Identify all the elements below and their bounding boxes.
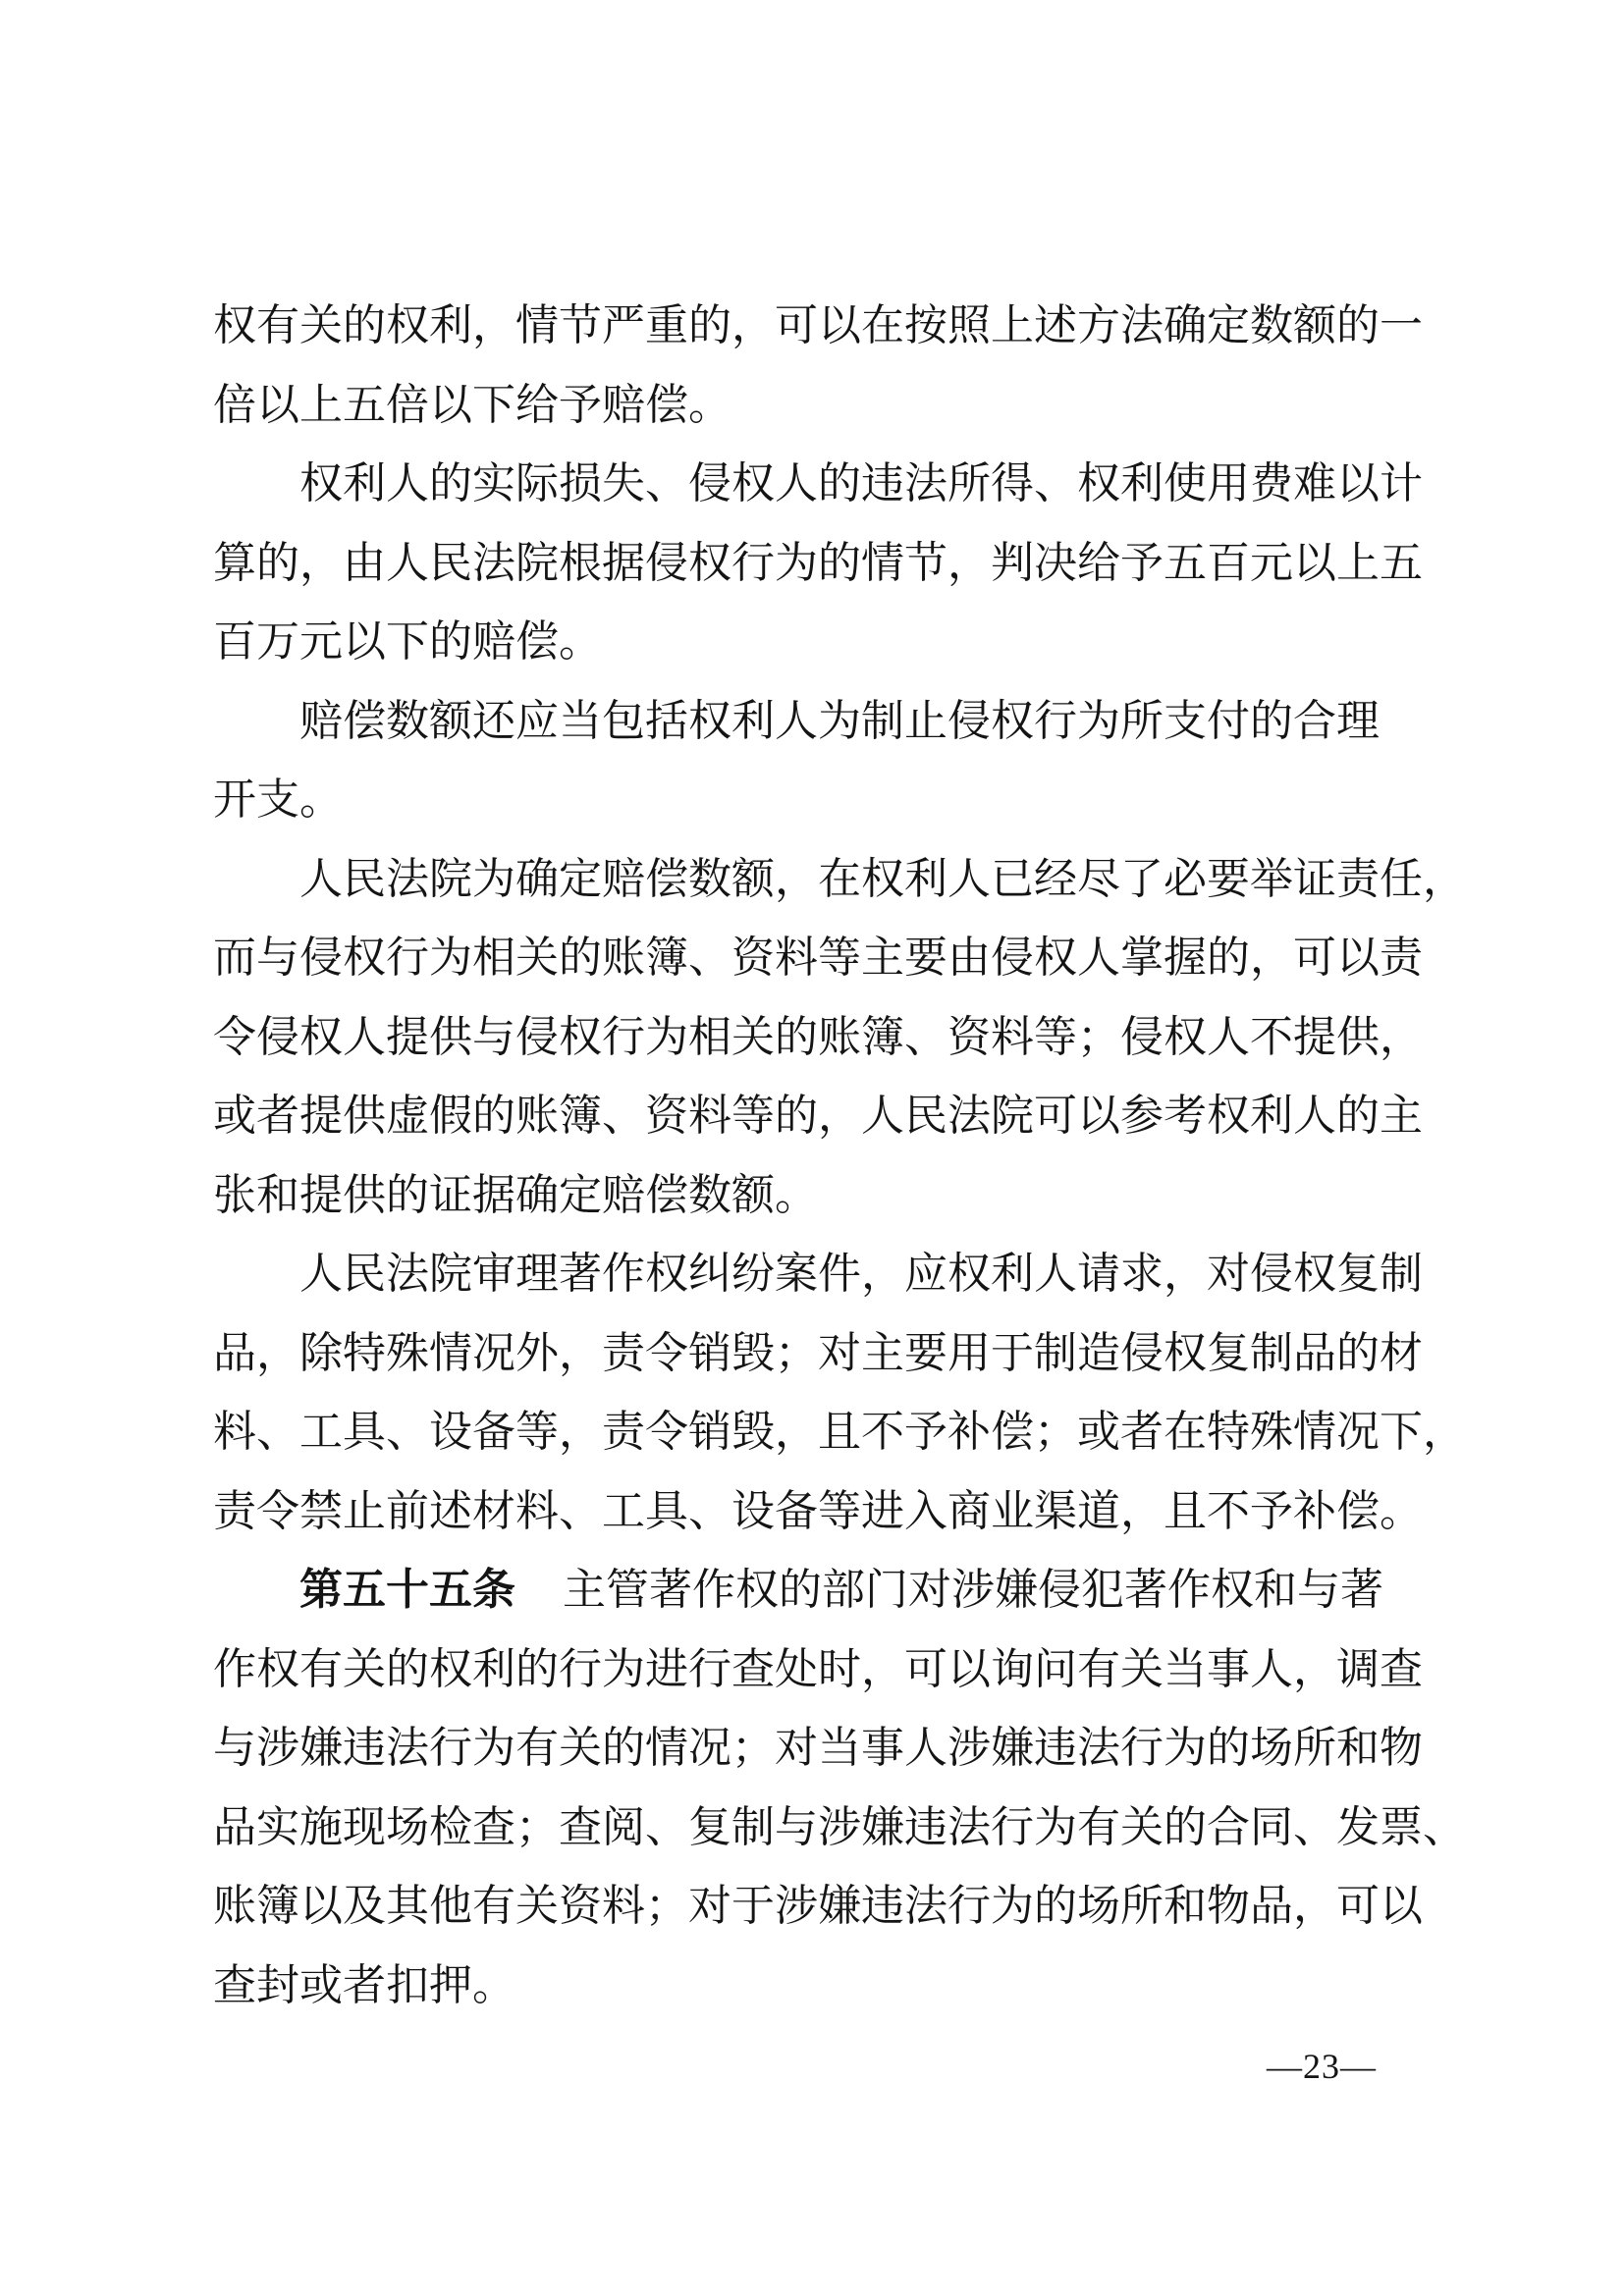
text-line: [213, 1630, 1440, 1710]
line-text: 令侵权人提供与侵权行为相关的账簿、资料等；侵权人不提供，: [213, 1012, 1423, 1061]
text-line: [213, 1472, 1440, 1552]
line-text: 人民法院为确定赔偿数额，在权利人已经尽了必要举证责任，: [299, 854, 1466, 903]
text-line: [213, 1235, 1440, 1314]
line-text: 赔偿数额还应当包括权利人为制止侵权行为所支付的合理: [299, 696, 1380, 745]
line-text: 人民法院审理著作权纠纷案件，应权利人请求，对侵权复制: [299, 1250, 1423, 1298]
line-text: 权有关的权利，情节严重的，可以在按照上述方法确定数额的一: [213, 301, 1423, 349]
line-text: 查封或者扣押。: [213, 1960, 515, 2009]
text-line: [213, 1393, 1466, 1472]
line-text: 权利人的实际损失、侵权人的违法所得、权利使用费难以计: [299, 459, 1423, 507]
text-line: [213, 761, 1440, 840]
document-body: [213, 287, 1466, 2025]
text-line: [213, 919, 1440, 998]
text-line: [213, 1947, 1440, 2026]
text-line: [213, 603, 1440, 682]
line-text: 料、工具、设备等，责令销毁，且不予补偿；或者在特殊情况下，: [213, 1408, 1466, 1456]
text-line: [213, 1314, 1440, 1394]
text-line: [213, 1789, 1466, 1868]
text-line: [213, 1709, 1440, 1789]
text-line: [213, 1551, 1440, 1630]
line-text: 主管著作权的部门对涉嫌侵犯著作权和与著: [563, 1566, 1383, 1614]
line-text: 或者提供虚假的账簿、资料等的，人民法院可以参考权利人的主: [213, 1092, 1423, 1140]
article-number: 第五十五条: [299, 1566, 515, 1614]
text-line: [213, 1156, 1440, 1236]
line-text: 倍以上五倍以下给予赔偿。: [213, 380, 731, 429]
line-text: 账簿以及其他有关资料；对于涉嫌违法行为的场所和物品，可以: [213, 1882, 1423, 1930]
line-text: 作权有关的权利的行为进行查处时，可以询问有关当事人，调查: [213, 1644, 1423, 1693]
line-text: 张和提供的证据确定赔偿数额。: [213, 1170, 818, 1219]
text-line: [213, 998, 1440, 1078]
text-line: [213, 840, 1466, 920]
line-text: 品，除特殊情况外，责令销毁；对主要用于制造侵权复制品的材: [213, 1328, 1423, 1377]
text-line: [213, 287, 1440, 366]
text-line: [213, 445, 1440, 524]
line-text: 开支。: [213, 775, 343, 824]
text-line: [213, 682, 1440, 762]
line-text: 与涉嫌违法行为有关的情况；对当事人涉嫌违法行为的场所和物: [213, 1724, 1423, 1772]
line-text: 责令禁止前述材料、工具、设备等进入商业渠道，且不予补偿。: [213, 1486, 1423, 1535]
text-line: [213, 524, 1440, 604]
text-line: [213, 1867, 1440, 1947]
text-line: [213, 1077, 1440, 1156]
line-text: 算的，由人民法院根据侵权行为的情节，判决给予五百元以上五: [213, 538, 1423, 587]
page-number: —23—: [1267, 2047, 1377, 2086]
line-text: 而与侵权行为相关的账簿、资料等主要由侵权人掌握的，可以责: [213, 934, 1423, 982]
line-text: 百万元以下的赔偿。: [213, 617, 602, 666]
line-text: 品实施现场检查；查阅、复制与涉嫌违法行为有关的合同、发票、: [213, 1802, 1466, 1851]
text-line: [213, 366, 1440, 446]
